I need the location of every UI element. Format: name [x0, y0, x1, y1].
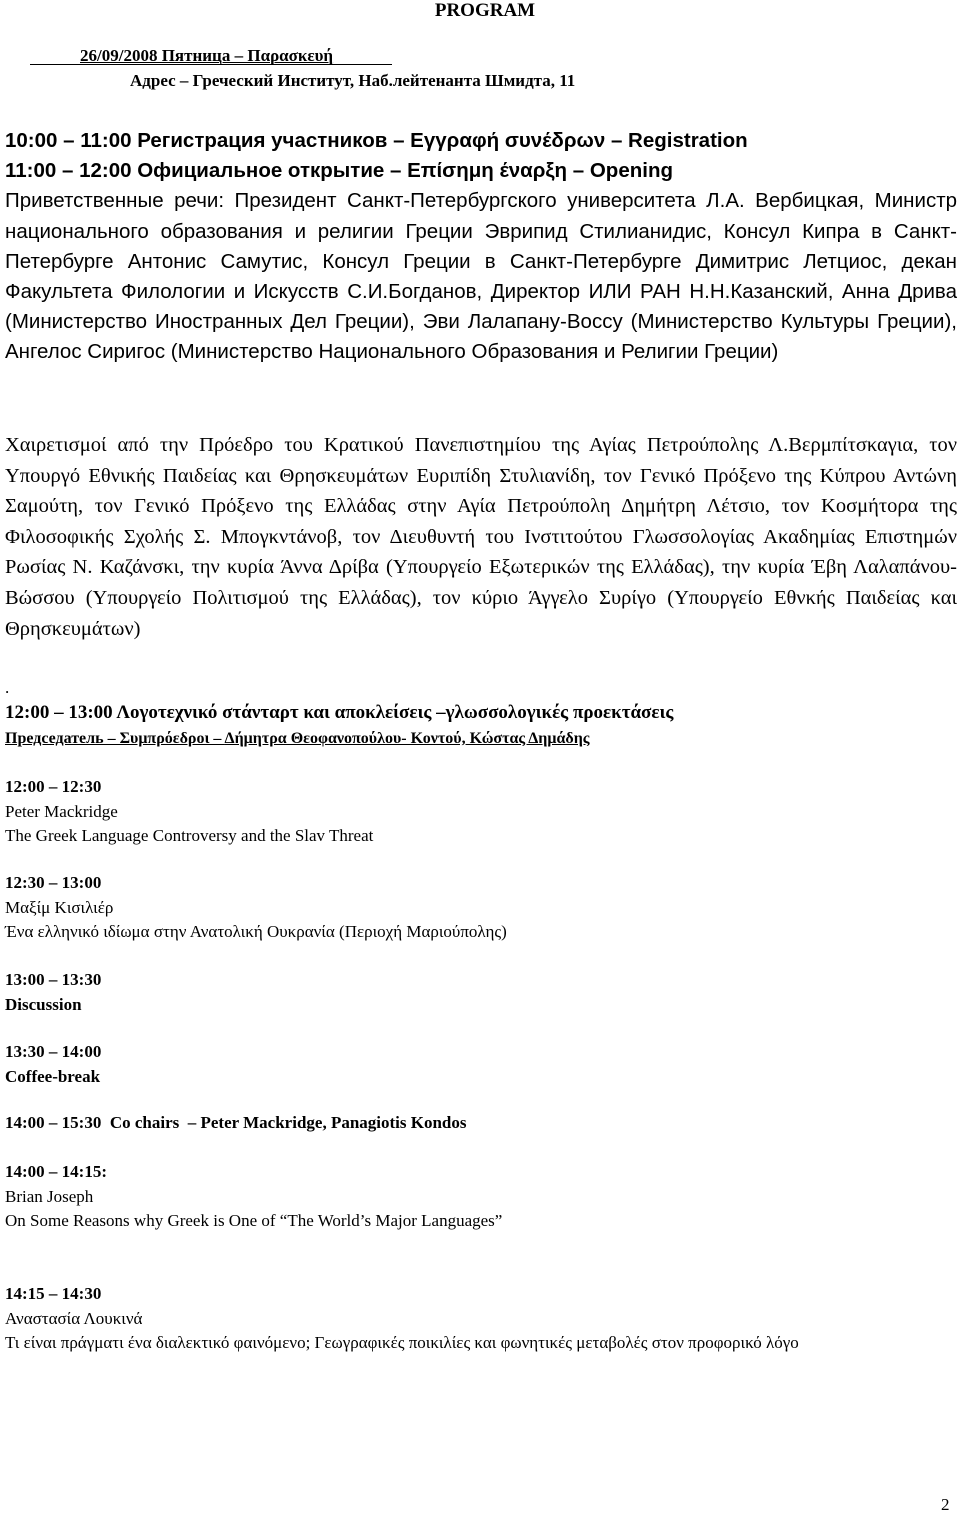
- talk-speaker: Peter Mackridge: [5, 801, 118, 821]
- welcome-speeches-el: Χαιρετισμοί από την Πρόεδρο του Κρατικού Πανεπιστημίου της Αγίας Πετρούπολης Λ.Βερμπίτσκαγια, τον Υπουργό Εθνικής Παιδείας και Θρησκευμάτων Ευριπίδη Στυλιανίδη, τον Γενικό Πρόξενο της Κύπρου Αντώνη Σαμούτη, τον Γενικό Πρόξενο της Ελλάδας στην Αγία Πετρούπολη Δημήτρη Λέτσιο, τον Κοσμήτορα της Φιλοσοφικής Σχολής Σ. Μπογκντάνοβ, τον Διευθυντή του Ινστιτούτου Γλωσσολογίας Ακαδημίας Επιστημών Ρωσίας Ν. Καζάνσκι, την κυρία Άννα Δρίβα (Υπουργείο Εξωτερικών της Ελλάδας), την κυρία Έβη Λαλαπάνου-Βώσσου (Υπουργείο Πολιτισμού της Ελλάδας), τον κύριο Άγγελο Συρίγο (Υπουργείο Εθνκής Παιδείας και Θρησκευμάτων): [5, 434, 957, 640]
- session-2-time: 14:00 – 15:30: [5, 1113, 102, 1132]
- discussion-item: [5, 968, 101, 1017]
- talk-speaker: Brian Joseph: [5, 1186, 94, 1206]
- separator-dot: .: [5, 678, 10, 697]
- talk-item: [5, 1282, 957, 1356]
- talk-time: 14:15 – 14:30: [5, 1284, 102, 1303]
- talk-time: 13:00 – 13:30: [5, 970, 102, 989]
- session-1-title: 12:00 – 13:00 Λογοτεχνικό στάνταρτ και αποκλείσεις –γλωσσολογικές προεκτάσεις: [5, 702, 674, 723]
- coffee-break-label: Coffee-break: [5, 1066, 101, 1086]
- talk-time: 12:00 – 12:30: [5, 777, 102, 796]
- chairs-label: Председатель – Συμπρόεδροι –: [5, 730, 225, 747]
- session-2-heading: [5, 1113, 467, 1133]
- opening-block: [5, 126, 957, 368]
- talk-time: 12:30 – 13:00: [5, 873, 102, 892]
- talk-topic: The Greek Language Controversy and the Slav Threat: [5, 826, 374, 845]
- program-title: PROGRAM: [434, 0, 536, 21]
- registration-line: 10:00 – 11:00 Регистрация участников – Εγγραφή συνέδρων – Registration: [5, 129, 748, 152]
- opening-line: 11:00 – 12:00 Официальное открытие – Επίσημη έναρξη – Opening: [5, 159, 673, 183]
- chairs-names: Δήμητρα Θεοφανοπούλου- Κοντού, Κώστας Δημάδης: [224, 730, 590, 747]
- discussion-label: Discussion: [5, 994, 82, 1014]
- talk-topic: Ένα ελληνικό ιδίωμα στην Ανατολική Ουκρανία (Περιοχή Μαριούπολης): [5, 922, 507, 941]
- talk-time: 13:30 – 14:00: [5, 1042, 102, 1061]
- talk-item: [5, 871, 507, 945]
- session-2-names: – Peter Mackridge, Panagiotis Kondos: [187, 1113, 467, 1132]
- talk-item: [5, 1160, 502, 1234]
- session-1-chairs: [5, 730, 590, 748]
- talk-speaker: Αναστασία Λουκινά: [5, 1308, 143, 1328]
- coffee-break-item: [5, 1040, 101, 1089]
- talk-speaker: Μαξίμ Κισιλιέρ: [5, 897, 114, 917]
- talk-item: [5, 775, 373, 849]
- talk-topic: Τι είναι πράγματι ένα διαλεκτικό φαινόμενο; Γεωγραφικές ποικιλίες και φωνητικές μεταβολές στον προφορικό λόγο: [5, 1333, 799, 1352]
- address-line: Адрес – Греческий Институт, Наб.лейтенанта Шмидта, 11: [130, 71, 576, 90]
- date-line: 26/09/2008 Пятница – Παρασκευή: [80, 46, 334, 65]
- talk-topic: On Some Reasons why Greek is One of “The World’s Major Languages”: [5, 1211, 503, 1230]
- session-2-label: Co chairs: [109, 1113, 180, 1132]
- page-number: 2: [941, 1495, 950, 1514]
- talk-time: 14:00 – 14:15:: [5, 1162, 107, 1181]
- welcome-speeches-ru: Приветственные речи: Президент Санкт-Петербургского университета Л.А. Вербицкая, Министр национального образования и религии Греции Эврипид Стилианидис, Консул Кипра в Санкт-Петербурге Антонис Самутис, Консул Греции в Санкт-Петербурге Димитрис Летциос, декан Факультета Филологии и Искусств С.И.Богданов, Директор ИЛИ РАН Н.Н.Казанский, Анна Дрива (Министерство Иностранных Дел Греции), Эви Лалапану-Воссу (Министерство Культуры Греции), Ангелос Сиригос (Министерство Национального Образования и Религии Греции): [5, 189, 957, 364]
